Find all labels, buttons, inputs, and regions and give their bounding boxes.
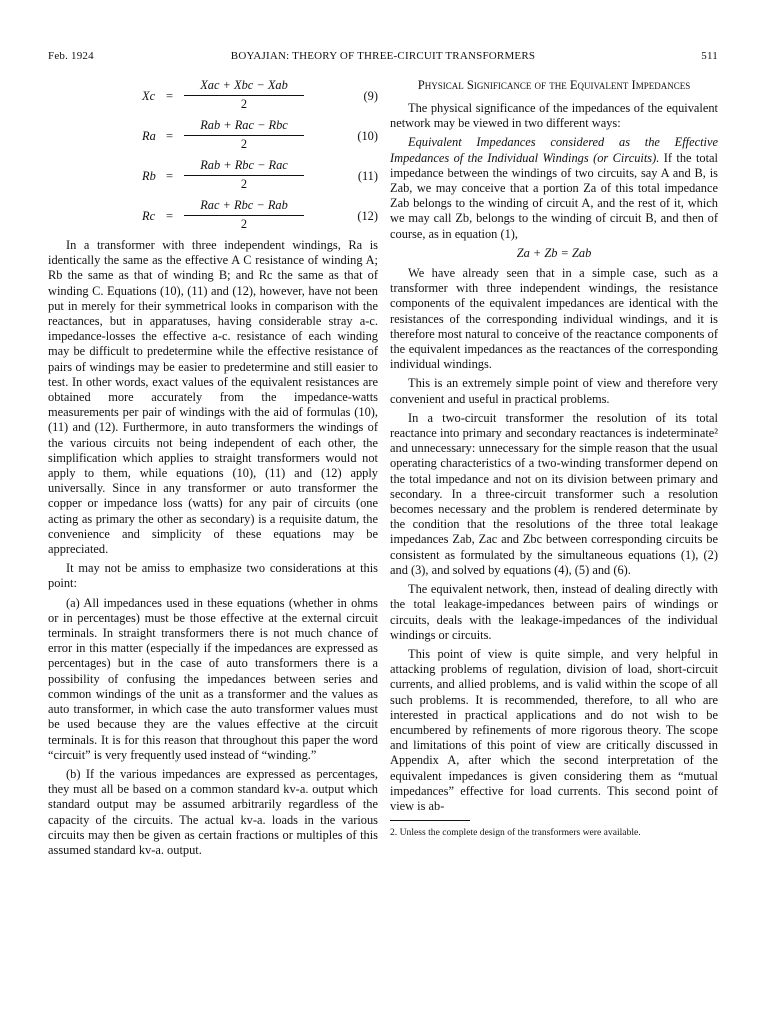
equation-lhs: Rc	[142, 209, 156, 223]
body-paragraph: This point of view is quite simple, and very helpful in attacking problems of regulation, division of load, short-circuit currents, and allied problems, and is valid within the scope of all such problems. It is recommended, therefore, to all who are interested in practical applications and do not wish to be encumbered by refinements of more rigorous theory. The scope and limitations of this point of view are critically discussed in Appendix A, after which the second interpretation of the equivalent impedances is given considering them as “mutual impedances” effective for load currents. This second point of view is ab-	[390, 646, 718, 813]
equation-denominator: 2	[240, 137, 248, 152]
equation-10	[48, 118, 378, 156]
equation-number: (9)	[363, 89, 378, 103]
right-column	[390, 78, 718, 839]
equation-denominator: 2	[240, 217, 248, 232]
equation-numerator: Rab + Rbc − Rac	[184, 158, 304, 176]
running-header	[48, 50, 718, 66]
header-page-number: 511	[701, 50, 718, 62]
equation-denominator: 2	[240, 97, 248, 112]
body-paragraph: In a two-circuit transformer the resolution of its total reactance into primary and secondary reactances is indeterminate² and unnecessary: unnecessary for the simple reason that the usual operating characteristics of a two-winding transformer depend on the total impedance and not on its division between primary and secondary. In a three-circuit transformer such a resolution becomes necessary and the problem is rendered determinate by the condition that the resolutions of the three total leakage impedances Zab, Zac and Zbc between corresponding circuits be consistent as formulated by the simultaneous equations (1), (2) and (3), and solved by equations (4), (5) and (6).	[390, 410, 718, 577]
body-paragraph: In a transformer with three independent windings, Ra is identically the same as the effective A C resistance of winding A; Rb the same as that of winding B; and Rc the same as that of winding C. Equations (10), (11) and (12), however, have not been put in merely for their symmetrical looks in comparison with the reactances, but in apparatuses, having considerable stray a-c. impedance-losses the effective a-c. resistance of each winding may be difficult to predetermine while the effective resistance of pairs of windings may be easier to predetermine and still easier to test. In other words, exact values of the equivalent resistances are obtained more accurately from the impedance-watts measurements per pair of windings with the aid of formulas (10), (11) and (12). Furthermore, in auto transformers the windings of the various circuits not being independent of each other, the simplification which applies to straight transformers would not apply to them, while equations (10), (11) and (12) apply universally. Since in any transformer or auto transformer the copper or impedance loss (watts) for any pair of circuits (one acting as primary the other as secondary) is a requisite datum, the convenience and simplicity of these equations may be appreciated.	[48, 238, 378, 557]
body-paragraph: (b) If the various impedances are expressed as percentages, they must all be based on a common standard kv-a. output which standard output may be assumed arbitrarily regardless of the capacity of the circuits. The actual kv-a. loads in the various circuits may then be given as certain fractions or multiples of this assumed standard kv-a. output.	[48, 766, 378, 857]
equals-sign: =	[166, 89, 173, 103]
left-column	[48, 78, 378, 862]
equation-12	[48, 198, 378, 236]
body-paragraph: The physical significance of the impedances of the equivalent network may be viewed in two different ways:	[390, 101, 718, 131]
body-paragraph: It may not be amiss to emphasize two considerations at this point:	[48, 561, 378, 591]
equals-sign: =	[166, 209, 173, 223]
header-date: Feb. 1924	[48, 50, 94, 62]
paragraph-text: If the total impedance between the windings of two circuits, say A and B, is Zab, we may conceive that a portion Za of this total impedance Zab belongs to the winding of circuit A, and the rest of it, which we may call Zb, belongs to the winding of circuit B, and then of course, as in equation (1),	[390, 150, 718, 241]
body-paragraph	[390, 135, 718, 241]
equation-fraction	[184, 158, 304, 192]
section-title: Physical Significance of the Equivalent Impedances	[417, 78, 691, 92]
header-running-title: BOYAJIAN: THEORY OF THREE-CIRCUIT TRANSFORMERS	[230, 50, 536, 62]
body-paragraph: The equivalent network, then, instead of dealing directly with the total leakage-impedances between pairs of windings or circuits, deals with the leakage-impedances of the individual windings or circuits.	[390, 582, 718, 642]
body-paragraph: This is an extremely simple point of view and therefore very convenient and useful in practical problems.	[390, 376, 718, 406]
equation-fraction	[184, 198, 304, 232]
equation-9	[48, 78, 378, 116]
equation-denominator: 2	[240, 177, 248, 192]
equation-lhs: Rb	[142, 169, 156, 183]
equals-sign: =	[166, 169, 173, 183]
equation-number: (11)	[357, 169, 378, 183]
equation-lhs: Xc	[142, 89, 156, 103]
equation-lhs: Ra	[142, 129, 156, 143]
footnote-divider	[390, 820, 470, 821]
equation-numerator: Rac + Rbc − Rab	[184, 198, 304, 216]
equation-numerator: Xac + Xbc − Xab	[184, 78, 304, 96]
body-paragraph: We have already seen that in a simple case, such as a transformer with three independent windings, the resistance components of the equivalent impedances are identical with the resistances of the corresponding individual windings, and it is therefore most natural to conceive of the reactance components of the equivalent impedances as the reactances of the corresponding individual windings.	[390, 266, 718, 372]
equals-sign: =	[166, 129, 173, 143]
centered-equation: Za + Zb = Zab	[516, 245, 592, 260]
equation-fraction	[184, 118, 304, 152]
footnote: 2. Unless the complete design of the transformers were available.	[390, 827, 641, 839]
equation-fraction	[184, 78, 304, 112]
equation-number: (10)	[357, 129, 378, 143]
subsection-heading: Equivalent Impedances considered as the Effective Impedances of the Individual Windings (or Circuits).	[390, 135, 718, 165]
equation-numerator: Rab + Rac − Rbc	[184, 118, 304, 136]
body-paragraph: (a) All impedances used in these equations (whether in ohms or in percentages) must be those effective at the external circuit terminals. In straight transformers there is not much chance of error in this matter (especially if the impedances are expressed as percentages) but in the case of auto transformers there is a possibility of confusing the impedances between series and common windings of the unit as a transformer and the values as auto transformer, in which case the auto transformer values must be used because they are the values effective at the circuit terminals. It is for this reason that throughout this paper the word “circuit” is very frequently used instead of “winding.”	[48, 595, 378, 762]
equation-number: (12)	[357, 209, 378, 223]
equation-11	[48, 158, 378, 196]
